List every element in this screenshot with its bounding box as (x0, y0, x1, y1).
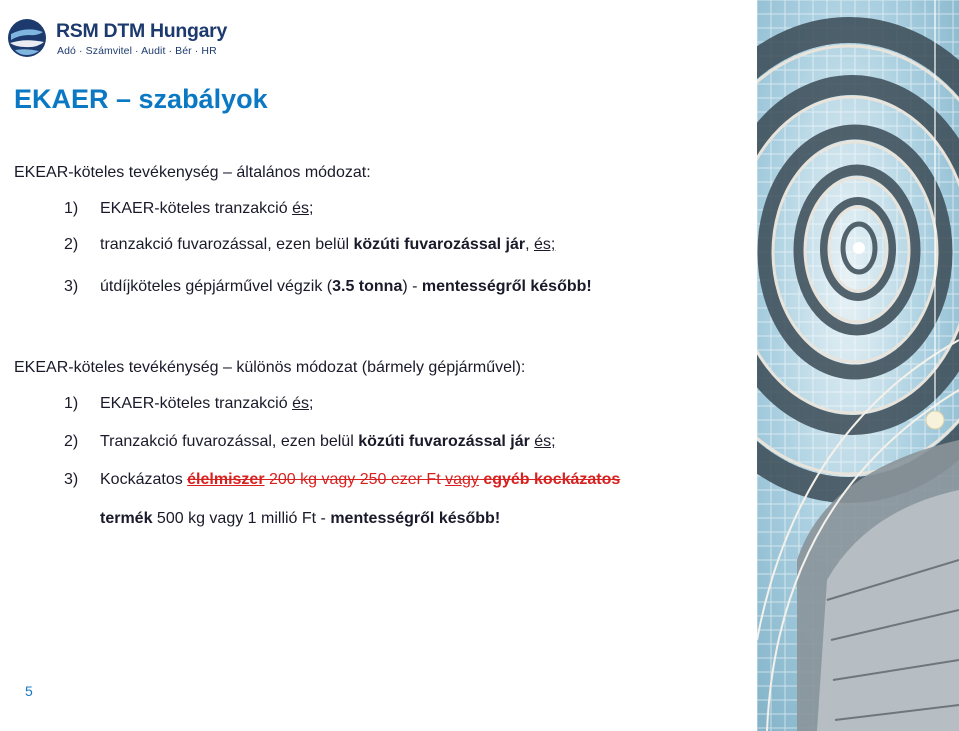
section2-item-1 (64, 394, 313, 414)
section2-heading: EKEAR-köteles tevékénység – különös módozat (bármely gépjárművel): (14, 359, 526, 376)
section1-item-2 (64, 235, 555, 255)
logo-brand: RSM DTM Hungary (56, 20, 228, 42)
item-and: és; (533, 236, 556, 253)
page-title: EKAER – szabályok (14, 84, 268, 114)
item-text: 500 kg vagy 1 millió Ft - (152, 510, 331, 527)
section1-item-3 (64, 277, 592, 297)
struck-text-threshold: 200 kg vagy 250 ezer Ft (264, 471, 446, 488)
section1-item-1 (64, 199, 313, 219)
struck-text-other: egyéb kockázatos (478, 471, 621, 488)
item-bold: 3.5 tonna (332, 278, 403, 295)
section2-item-3-continued (100, 509, 500, 529)
item-number: 1) (64, 200, 79, 217)
section2-item-2 (64, 432, 556, 452)
item-bold: termék (100, 510, 153, 527)
staircase-illustration (757, 0, 959, 731)
item-number: 3) (64, 278, 79, 295)
struck-text-food: élelmiszer (187, 471, 265, 488)
item-number: 1) (64, 395, 79, 412)
item-text: EKAER-köteles tranzakció (100, 395, 293, 412)
item-number: 2) (64, 236, 79, 253)
item-bold: közúti fuvarozással jár (353, 236, 526, 253)
item-and: és; (292, 395, 314, 412)
struck-text-or: vagy (445, 471, 479, 488)
item-number: 3) (64, 471, 79, 488)
item-number: 2) (64, 433, 79, 450)
item-text: útdíjköteles gépjárművel végzik ( (100, 278, 333, 295)
section1-heading: EKEAR-köteles tevékenység – általános módozat: (14, 164, 371, 181)
item-tail: ) - (402, 278, 422, 295)
item-bold-note: mentességről később! (421, 278, 592, 295)
item-and: és; (534, 433, 556, 450)
item-sep: , (525, 236, 534, 253)
spiral-staircase-image (757, 0, 959, 731)
item-text: Kockázatos (100, 471, 188, 488)
item-text: EKAER-köteles tranzakció (100, 200, 293, 217)
item-text: tranzakció fuvarozással, ezen belül (100, 236, 354, 253)
page-number: 5 (25, 683, 33, 699)
item-text: Tranzakció fuvarozással, ezen belül (100, 433, 359, 450)
item-bold-note: mentességről később! (330, 510, 501, 527)
item-and: és; (292, 200, 314, 217)
item-bold: közúti fuvarozással jár (358, 433, 530, 450)
logo-tagline: Adó · Számvitel · Audit · Bér · HR (57, 45, 217, 57)
section2-item-3 (64, 470, 620, 490)
